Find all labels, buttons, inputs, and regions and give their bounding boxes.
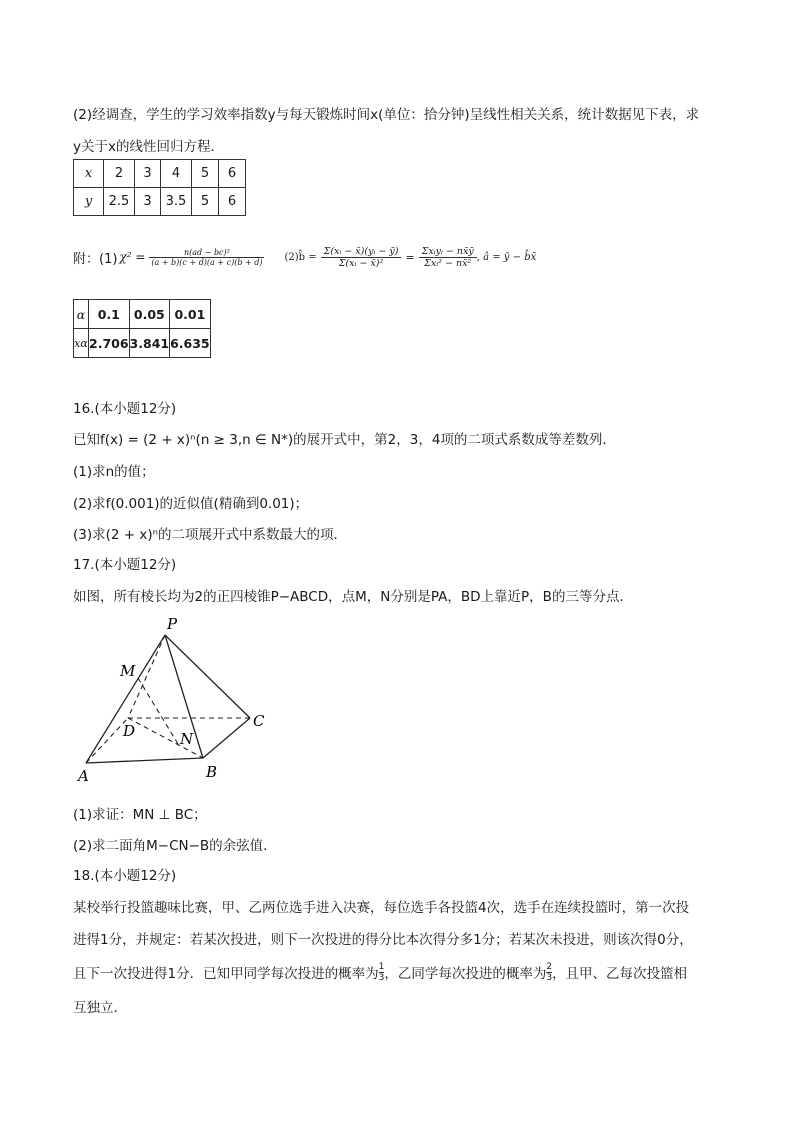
- b-hat-numerator-1: Σ(xᵢ − x̄)(yᵢ − ȳ): [323, 245, 399, 257]
- table-cell: 6.635: [170, 329, 211, 358]
- q18-header: 18.(本小题12分): [73, 868, 177, 884]
- q17-stem: 如图，所有棱长均为2的正四棱锥P−ABCD，点M，N分别是PA，BD上靠近P，B的三等分点．: [73, 589, 633, 605]
- edge-AD: [86, 718, 128, 763]
- label-M: M: [120, 662, 136, 680]
- label-C: C: [253, 712, 265, 730]
- regression-table: [73, 159, 246, 216]
- q16-part2: (2)求f(0.001)的近似值(精确到0.01)；: [73, 496, 309, 512]
- table-row: [74, 300, 211, 329]
- label-N: N: [180, 730, 194, 748]
- chi-square-fraction: [149, 248, 264, 267]
- table-cell: α: [74, 300, 89, 329]
- table-cell: 5: [192, 160, 219, 188]
- fraction-numerator: 1: [378, 961, 385, 972]
- label-P: P: [167, 615, 178, 633]
- b-hat-numerator-2: Σxᵢyᵢ − nx̄ȳ: [421, 245, 474, 257]
- q18-line3-part-a: 且下一次投进得1分．已知甲同学每次投进的概率为: [73, 966, 379, 982]
- fraction-denominator: 3: [378, 972, 385, 983]
- q18-line1: 某校举行投篮趣味比赛，甲、乙两位选手进入决赛，每位选手各投篮4次，选手在连续投篮时，第一次投: [73, 900, 690, 916]
- q16-stem: 已知f(x) = (2 + x)ⁿ(n ≥ 3,n ∈ N*)的展开式中，第2，3，4项的二项式系数成等差数列．: [73, 432, 616, 448]
- q18-line2: 进得1分，并规定：若某次投进，则下一次投进的得分比本次得分多1分；若某次未投进，则该次得0分，: [73, 932, 693, 948]
- b-hat-lhs: (2)b̂ =: [284, 251, 317, 263]
- table-cell: xα: [74, 329, 89, 358]
- b-hat-fraction-1: [321, 246, 402, 269]
- table-cell: x: [74, 160, 104, 188]
- chi-square-numerator: n(ad − bc)²: [183, 247, 230, 257]
- edge-AB: [86, 758, 203, 763]
- b-hat-fraction-2: [419, 246, 477, 269]
- appendix-formulas: [73, 232, 536, 282]
- q17-part2: (2)求二面角M−CN−B的余弦值．: [73, 838, 277, 854]
- q17-part1: (1)求证：MN ⊥ BC；: [73, 807, 207, 823]
- fraction-numerator: 2: [546, 961, 553, 972]
- table-row: [74, 329, 211, 358]
- q16-header: 16.(本小题12分): [73, 401, 177, 417]
- table-cell: 3: [135, 188, 161, 216]
- table-row: [74, 160, 246, 188]
- label-B: B: [206, 763, 218, 781]
- q18-line3-part-b: ，乙同学每次投进的概率为: [384, 966, 547, 982]
- fraction-denominator: 3: [546, 972, 553, 983]
- part2-line2: y关于x的线性回归方程．: [73, 139, 224, 155]
- table-cell: 3: [135, 160, 161, 188]
- edge-BC: [203, 718, 250, 758]
- q18-line3-part-c: ，且甲、乙每次投篮相: [552, 966, 688, 982]
- table-cell: 5: [192, 188, 219, 216]
- table-cell: y: [74, 188, 104, 216]
- alpha-table: [73, 299, 211, 358]
- pyramid-figure: [70, 610, 280, 790]
- chi-square-denominator: (a + b)(c + d)(a + c)(b + d): [151, 257, 263, 267]
- chi-square-lhs: χ² =: [119, 250, 146, 264]
- b-hat-denominator-2: Σxᵢ² − nx̄²: [419, 257, 477, 269]
- q18-line3: [73, 958, 687, 986]
- part2-line1: (2)经调查，学生的学习效率指数y与每天锻炼时间x(单位：拾分钟)呈线性相关关系，统计数据见下表，求: [73, 107, 700, 123]
- table-row: [74, 188, 246, 216]
- table-cell: 0.01: [170, 300, 211, 329]
- table-cell: 6: [219, 160, 246, 188]
- table-cell: 4: [161, 160, 192, 188]
- segment-MN: [138, 678, 178, 744]
- label-A: A: [78, 767, 89, 785]
- table-cell: 0.05: [129, 300, 170, 329]
- equals-sign: =: [405, 250, 415, 264]
- table-cell: 3.5: [161, 188, 192, 216]
- q16-part3: (3)求(2 + x)ⁿ的二项展开式中系数最大的项．: [73, 527, 348, 543]
- table-cell: 2: [104, 160, 135, 188]
- table-cell: 3.841: [129, 329, 170, 358]
- table-cell: 0.1: [89, 300, 130, 329]
- b-hat-denominator-1: Σ(xᵢ − x̄)²: [321, 257, 402, 269]
- q16-part1: (1)求n的值；: [73, 464, 155, 480]
- q18-line4: 互独立．: [73, 1000, 127, 1016]
- edge-PA: [86, 635, 165, 763]
- label-D: D: [123, 722, 136, 740]
- q17-header: 17.(本小题12分): [73, 557, 177, 573]
- a-hat-formula: , â = ȳ − b̂x̄: [476, 251, 537, 263]
- table-cell: 6: [219, 188, 246, 216]
- appendix-label: 附：(1): [73, 251, 118, 267]
- table-cell: 2.706: [89, 329, 130, 358]
- table-cell: 2.5: [104, 188, 135, 216]
